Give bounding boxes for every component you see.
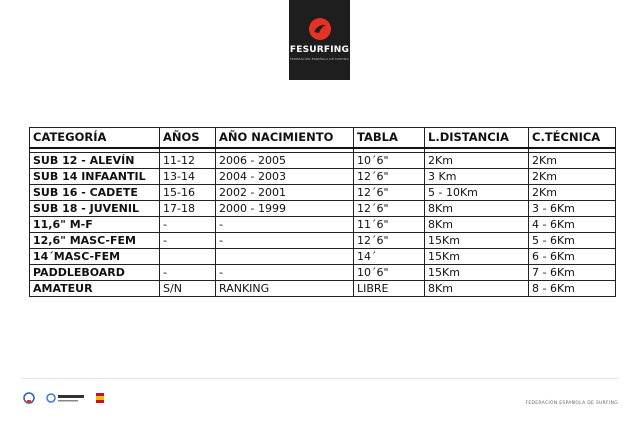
cell-categoria: 12,6" MASC-FEM <box>30 233 160 249</box>
table-row <box>30 153 616 169</box>
cell-anos: - <box>160 217 216 233</box>
cell-categoria: PADDLEBOARD <box>30 265 160 281</box>
cell-categoria: 11,6" M-F <box>30 217 160 233</box>
cell-tabla: 14´ <box>354 249 425 265</box>
cell-c-tecnica: 2Km <box>529 169 616 185</box>
cell-l-distancia: 8Km <box>425 201 529 217</box>
cell-ano-nacimiento: RANKING <box>216 281 354 297</box>
table-header-row <box>30 128 616 149</box>
cell-c-tecnica: 6 - 6Km <box>529 249 616 265</box>
cell-tabla: 12´6" <box>354 201 425 217</box>
cell-anos: 17-18 <box>160 201 216 217</box>
cell-tabla: 12´6" <box>354 233 425 249</box>
cell-ano-nacimiento: - <box>216 265 354 281</box>
surf-logo-icon <box>309 18 331 40</box>
cell-l-distancia: 8Km <box>425 281 529 297</box>
header-tabla: TABLA <box>354 128 425 149</box>
liga-logo-icon <box>46 391 86 405</box>
cell-c-tecnica: 5 - 6Km <box>529 233 616 249</box>
cell-c-tecnica: 2Km <box>529 153 616 169</box>
cell-tabla: 10´6" <box>354 153 425 169</box>
cell-anos: - <box>160 265 216 281</box>
spain-flag-icon <box>96 391 104 405</box>
cell-anos: 11-12 <box>160 153 216 169</box>
cell-c-tecnica: 7 - 6Km <box>529 265 616 281</box>
table-row <box>30 201 616 217</box>
fesurfing-logo <box>289 0 350 80</box>
header-c-tecnica: C.TÉCNICA <box>529 128 616 149</box>
sponsor-logo-icon <box>22 391 36 405</box>
cell-l-distancia: 15Km <box>425 233 529 249</box>
cell-tabla: 11´6" <box>354 217 425 233</box>
cell-categoria: 14´MASC-FEM <box>30 249 160 265</box>
categories-table <box>29 127 616 297</box>
cell-ano-nacimiento <box>216 249 354 265</box>
cell-tabla: 12´6" <box>354 169 425 185</box>
table-row <box>30 265 616 281</box>
cell-l-distancia: 5 - 10Km <box>425 185 529 201</box>
cell-tabla: 10´6" <box>354 265 425 281</box>
cell-categoria: SUB 18 - JUVENIL <box>30 201 160 217</box>
cell-anos: - <box>160 233 216 249</box>
cell-categoria: SUB 14 INFAANTIL <box>30 169 160 185</box>
table-row <box>30 169 616 185</box>
cell-anos: S/N <box>160 281 216 297</box>
cell-ano-nacimiento: 2006 - 2005 <box>216 153 354 169</box>
cell-l-distancia: 15Km <box>425 265 529 281</box>
cell-ano-nacimiento: - <box>216 217 354 233</box>
cell-anos: 13-14 <box>160 169 216 185</box>
cell-ano-nacimiento: - <box>216 233 354 249</box>
cell-categoria: SUB 16 - CADETE <box>30 185 160 201</box>
cell-l-distancia: 3 Km <box>425 169 529 185</box>
cell-ano-nacimiento: 2000 - 1999 <box>216 201 354 217</box>
header-ano-nacimiento: AÑO NACIMIENTO <box>216 128 354 149</box>
table-row <box>30 217 616 233</box>
footer-federation: FEDERACIÓN ESPAÑOLA DE SURFING <box>525 401 618 406</box>
table-row <box>30 281 616 297</box>
cell-anos <box>160 249 216 265</box>
table-row <box>30 185 616 201</box>
cell-tabla: 12´6" <box>354 185 425 201</box>
cell-categoria: AMATEUR <box>30 281 160 297</box>
header-l-distancia: L.DISTANCIA <box>425 128 529 149</box>
cell-c-tecnica: 4 - 6Km <box>529 217 616 233</box>
footer-divider <box>22 378 618 379</box>
cell-c-tecnica: 3 - 6Km <box>529 201 616 217</box>
table-row <box>30 249 616 265</box>
cell-categoria: SUB 12 - ALEVÍN <box>30 153 160 169</box>
cell-anos: 15-16 <box>160 185 216 201</box>
cell-ano-nacimiento: 2004 - 2003 <box>216 169 354 185</box>
header-categoria: CATEGORÍA <box>30 128 160 149</box>
header-anos: AÑOS <box>160 128 216 149</box>
logo-subtitle: FEDERACIÓN ESPAÑOLA DE SURFING <box>290 57 349 61</box>
table-row <box>30 233 616 249</box>
cell-l-distancia: 8Km <box>425 217 529 233</box>
logo-name: FESURFING <box>289 45 350 55</box>
cell-tabla: LIBRE <box>354 281 425 297</box>
cell-c-tecnica: 8 - 6Km <box>529 281 616 297</box>
cell-l-distancia: 15Km <box>425 249 529 265</box>
cell-c-tecnica: 2Km <box>529 185 616 201</box>
cell-l-distancia: 2Km <box>425 153 529 169</box>
cell-ano-nacimiento: 2002 - 2001 <box>216 185 354 201</box>
